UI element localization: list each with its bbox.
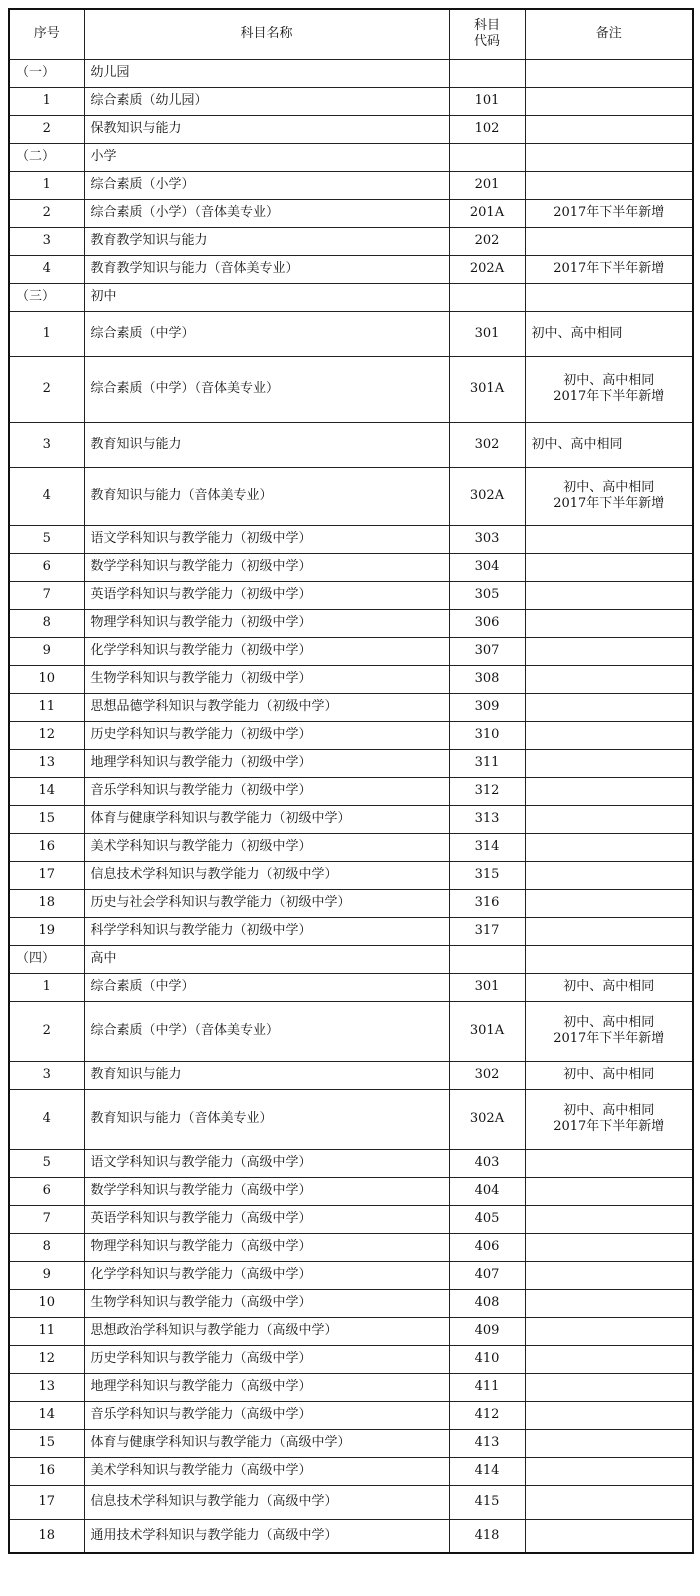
row-no: （二）: [9, 143, 84, 171]
row-note: [525, 637, 693, 665]
table-row: [9, 467, 693, 525]
row-note: [525, 171, 693, 199]
row-note: 初中、高中相同 2017年下半年新增: [525, 1089, 693, 1149]
row-code: 314: [449, 833, 525, 861]
row-code: 405: [449, 1205, 525, 1233]
table-row: [9, 1401, 693, 1429]
table-row: [9, 637, 693, 665]
table-row: [9, 1429, 693, 1457]
row-no: 10: [9, 665, 84, 693]
table-row: [9, 721, 693, 749]
row-name: 体育与健康学科知识与教学能力（初级中学）: [84, 805, 449, 833]
row-no: 5: [9, 1149, 84, 1177]
row-code: 404: [449, 1177, 525, 1205]
row-name: 历史学科知识与教学能力（初级中学）: [84, 721, 449, 749]
row-name: 教育知识与能力: [84, 1061, 449, 1089]
row-no: 13: [9, 1373, 84, 1401]
row-note: [525, 1373, 693, 1401]
row-code: 413: [449, 1429, 525, 1457]
row-no: 1: [9, 973, 84, 1001]
row-name: 综合素质（中学）: [84, 973, 449, 1001]
row-name: 初中: [84, 283, 449, 311]
row-code: 101: [449, 87, 525, 115]
table-row: [9, 1317, 693, 1345]
row-no: 18: [9, 889, 84, 917]
row-name: 物理学科知识与教学能力（高级中学）: [84, 1233, 449, 1261]
table-row: [9, 889, 693, 917]
header-no: 序号: [9, 9, 84, 59]
row-name: 数学学科知识与教学能力（初级中学）: [84, 553, 449, 581]
row-code: 407: [449, 1261, 525, 1289]
header-note: 备注: [525, 9, 693, 59]
row-no: 1: [9, 171, 84, 199]
row-no: （三）: [9, 283, 84, 311]
row-name: 教育知识与能力（音体美专业）: [84, 1089, 449, 1149]
row-name: 历史学科知识与教学能力（高级中学）: [84, 1345, 449, 1373]
row-code: 408: [449, 1289, 525, 1317]
row-code: 403: [449, 1149, 525, 1177]
table-row: [9, 1457, 693, 1485]
row-note: [525, 59, 693, 87]
table-row: [9, 861, 693, 889]
row-note: [525, 749, 693, 777]
table-row: [9, 581, 693, 609]
row-no: 15: [9, 805, 84, 833]
row-name: 综合素质（幼儿园）: [84, 87, 449, 115]
row-note: 初中、高中相同 2017年下半年新增: [525, 467, 693, 525]
row-note: 初中、高中相同: [525, 973, 693, 1001]
table-row: [9, 525, 693, 553]
table-row: [9, 199, 693, 227]
row-note: [525, 889, 693, 917]
row-no: 11: [9, 693, 84, 721]
row-name: 高中: [84, 945, 449, 973]
row-no: 2: [9, 1001, 84, 1061]
row-code: 406: [449, 1233, 525, 1261]
row-name: 通用技术学科知识与教学能力（高级中学）: [84, 1519, 449, 1553]
row-code: 302A: [449, 467, 525, 525]
row-note: [525, 1205, 693, 1233]
row-note: [525, 805, 693, 833]
row-code: [449, 143, 525, 171]
row-no: 12: [9, 721, 84, 749]
row-name: 思想品德学科知识与教学能力（初级中学）: [84, 693, 449, 721]
row-no: 4: [9, 1089, 84, 1149]
row-no: （一）: [9, 59, 84, 87]
row-code: 302: [449, 422, 525, 467]
row-note: [525, 777, 693, 805]
row-name: 美术学科知识与教学能力（高级中学）: [84, 1457, 449, 1485]
table-row: [9, 1373, 693, 1401]
row-code: 102: [449, 115, 525, 143]
row-name: 数学学科知识与教学能力（高级中学）: [84, 1177, 449, 1205]
row-code: 202: [449, 227, 525, 255]
row-no: 7: [9, 581, 84, 609]
table-row: [9, 1261, 693, 1289]
row-no: 8: [9, 1233, 84, 1261]
row-no: 4: [9, 467, 84, 525]
row-code: 301A: [449, 1001, 525, 1061]
table-row: [9, 1001, 693, 1061]
row-name: 化学学科知识与教学能力（初级中学）: [84, 637, 449, 665]
row-note: [525, 283, 693, 311]
row-no: 17: [9, 1485, 84, 1519]
section-row: [9, 59, 693, 87]
row-code: 306: [449, 609, 525, 637]
row-name: 思想政治学科知识与教学能力（高级中学）: [84, 1317, 449, 1345]
row-no: 18: [9, 1519, 84, 1553]
table-row: [9, 171, 693, 199]
row-no: 14: [9, 1401, 84, 1429]
row-note: [525, 917, 693, 945]
row-name: 历史与社会学科知识与教学能力（初级中学）: [84, 889, 449, 917]
row-name: 美术学科知识与教学能力（初级中学）: [84, 833, 449, 861]
row-name: 教育知识与能力: [84, 422, 449, 467]
row-name: 地理学科知识与教学能力（高级中学）: [84, 1373, 449, 1401]
row-no: 1: [9, 311, 84, 356]
row-note: [525, 861, 693, 889]
section-row: [9, 143, 693, 171]
row-code: 308: [449, 665, 525, 693]
table-row: [9, 1485, 693, 1519]
row-no: 2: [9, 115, 84, 143]
row-no: 16: [9, 1457, 84, 1485]
row-code: 411: [449, 1373, 525, 1401]
table-container: [8, 8, 694, 1554]
row-code: 302: [449, 1061, 525, 1089]
table-row: [9, 749, 693, 777]
subject-table: [8, 8, 694, 1554]
row-no: 7: [9, 1205, 84, 1233]
row-no: 3: [9, 422, 84, 467]
table-row: [9, 665, 693, 693]
row-code: 311: [449, 749, 525, 777]
table-row: [9, 1177, 693, 1205]
row-no: 9: [9, 1261, 84, 1289]
row-no: 10: [9, 1289, 84, 1317]
row-name: 保教知识与能力: [84, 115, 449, 143]
row-no: 4: [9, 255, 84, 283]
row-note: [525, 609, 693, 637]
table-row: [9, 1061, 693, 1089]
row-note: [525, 87, 693, 115]
row-note: [525, 581, 693, 609]
row-no: 11: [9, 1317, 84, 1345]
header-name: 科目名称: [84, 9, 449, 59]
row-name: 地理学科知识与教学能力（初级中学）: [84, 749, 449, 777]
row-name: 物理学科知识与教学能力（初级中学）: [84, 609, 449, 637]
row-code: 412: [449, 1401, 525, 1429]
row-name: 综合素质（中学）: [84, 311, 449, 356]
table-row: [9, 1519, 693, 1553]
row-no: 6: [9, 553, 84, 581]
table-row: [9, 422, 693, 467]
table-row: [9, 833, 693, 861]
row-note: [525, 1519, 693, 1553]
row-name: 科学学科知识与教学能力（初级中学）: [84, 917, 449, 945]
table-row: [9, 255, 693, 283]
table-row: [9, 1233, 693, 1261]
row-note: [525, 1345, 693, 1373]
row-note: 初中、高中相同: [525, 311, 693, 356]
row-name: 化学学科知识与教学能力（高级中学）: [84, 1261, 449, 1289]
row-note: [525, 1177, 693, 1205]
row-name: 幼儿园: [84, 59, 449, 87]
row-code: [449, 945, 525, 973]
row-code: 202A: [449, 255, 525, 283]
row-name: 音乐学科知识与教学能力（高级中学）: [84, 1401, 449, 1429]
row-note: 初中、高中相同: [525, 1061, 693, 1089]
section-row: [9, 283, 693, 311]
row-note: 2017年下半年新增: [525, 199, 693, 227]
row-note: [525, 721, 693, 749]
row-code: [449, 59, 525, 87]
table-row: [9, 1149, 693, 1177]
row-code: 302A: [449, 1089, 525, 1149]
table-row: [9, 777, 693, 805]
row-code: 301: [449, 311, 525, 356]
row-note: 初中、高中相同 2017年下半年新增: [525, 356, 693, 422]
table-row: [9, 311, 693, 356]
row-name: 教育知识与能力（音体美专业）: [84, 467, 449, 525]
row-note: 初中、高中相同: [525, 422, 693, 467]
row-note: [525, 1233, 693, 1261]
row-name: 小学: [84, 143, 449, 171]
row-note: [525, 1149, 693, 1177]
table-header-row: [9, 9, 693, 59]
row-note: [525, 227, 693, 255]
row-no: 13: [9, 749, 84, 777]
row-no: 2: [9, 199, 84, 227]
row-code: 418: [449, 1519, 525, 1553]
row-no: 14: [9, 777, 84, 805]
row-no: 19: [9, 917, 84, 945]
row-code: [449, 283, 525, 311]
row-no: 16: [9, 833, 84, 861]
row-name: 语文学科知识与教学能力（高级中学）: [84, 1149, 449, 1177]
row-no: 17: [9, 861, 84, 889]
row-note: [525, 115, 693, 143]
row-no: 1: [9, 87, 84, 115]
row-no: （四）: [9, 945, 84, 973]
row-code: 310: [449, 721, 525, 749]
row-name: 英语学科知识与教学能力（初级中学）: [84, 581, 449, 609]
row-no: 3: [9, 227, 84, 255]
row-code: 307: [449, 637, 525, 665]
row-note: [525, 1261, 693, 1289]
row-code: 201: [449, 171, 525, 199]
row-no: 9: [9, 637, 84, 665]
row-no: 6: [9, 1177, 84, 1205]
row-code: 305: [449, 581, 525, 609]
row-code: 301A: [449, 356, 525, 422]
row-note: [525, 1289, 693, 1317]
header-code: 科目 代码: [449, 9, 525, 59]
row-no: 15: [9, 1429, 84, 1457]
row-note: [525, 1401, 693, 1429]
table-row: [9, 87, 693, 115]
row-name: 信息技术学科知识与教学能力（高级中学）: [84, 1485, 449, 1519]
row-name: 生物学科知识与教学能力（高级中学）: [84, 1289, 449, 1317]
row-note: [525, 833, 693, 861]
row-name: 音乐学科知识与教学能力（初级中学）: [84, 777, 449, 805]
row-code: 414: [449, 1457, 525, 1485]
row-code: 301: [449, 973, 525, 1001]
table-row: [9, 1089, 693, 1149]
table-row: [9, 1205, 693, 1233]
row-code: 409: [449, 1317, 525, 1345]
row-note: [525, 665, 693, 693]
row-no: 3: [9, 1061, 84, 1089]
row-name: 综合素质（小学）: [84, 171, 449, 199]
table-row: [9, 1289, 693, 1317]
row-code: 312: [449, 777, 525, 805]
row-name: 综合素质（小学）（音体美专业）: [84, 199, 449, 227]
table-row: [9, 356, 693, 422]
row-code: 304: [449, 553, 525, 581]
row-note: [525, 1317, 693, 1345]
row-note: [525, 1429, 693, 1457]
row-code: 316: [449, 889, 525, 917]
row-code: 303: [449, 525, 525, 553]
row-note: [525, 1457, 693, 1485]
row-name: 教育教学知识与能力（音体美专业）: [84, 255, 449, 283]
row-no: 5: [9, 525, 84, 553]
table-row: [9, 553, 693, 581]
row-note: [525, 1485, 693, 1519]
row-code: 201A: [449, 199, 525, 227]
row-no: 2: [9, 356, 84, 422]
table-row: [9, 973, 693, 1001]
row-name: 生物学科知识与教学能力（初级中学）: [84, 665, 449, 693]
row-code: 410: [449, 1345, 525, 1373]
row-note: 初中、高中相同 2017年下半年新增: [525, 1001, 693, 1061]
row-no: 12: [9, 1345, 84, 1373]
table-body: [9, 59, 693, 1553]
row-note: [525, 693, 693, 721]
row-code: 309: [449, 693, 525, 721]
row-name: 体育与健康学科知识与教学能力（高级中学）: [84, 1429, 449, 1457]
row-note: 2017年下半年新增: [525, 255, 693, 283]
row-code: 317: [449, 917, 525, 945]
row-name: 综合素质（中学）（音体美专业）: [84, 356, 449, 422]
table-row: [9, 917, 693, 945]
row-code: 315: [449, 861, 525, 889]
row-note: [525, 945, 693, 973]
row-code: 313: [449, 805, 525, 833]
row-name: 语文学科知识与教学能力（初级中学）: [84, 525, 449, 553]
row-code: 415: [449, 1485, 525, 1519]
table-row: [9, 1345, 693, 1373]
row-note: [525, 553, 693, 581]
table-row: [9, 609, 693, 637]
row-note: [525, 143, 693, 171]
table-row: [9, 227, 693, 255]
row-note: [525, 525, 693, 553]
table-row: [9, 693, 693, 721]
row-name: 信息技术学科知识与教学能力（初级中学）: [84, 861, 449, 889]
row-name: 综合素质（中学）（音体美专业）: [84, 1001, 449, 1061]
row-no: 8: [9, 609, 84, 637]
section-row: [9, 945, 693, 973]
row-name: 英语学科知识与教学能力（高级中学）: [84, 1205, 449, 1233]
row-name: 教育教学知识与能力: [84, 227, 449, 255]
table-row: [9, 805, 693, 833]
table-row: [9, 115, 693, 143]
